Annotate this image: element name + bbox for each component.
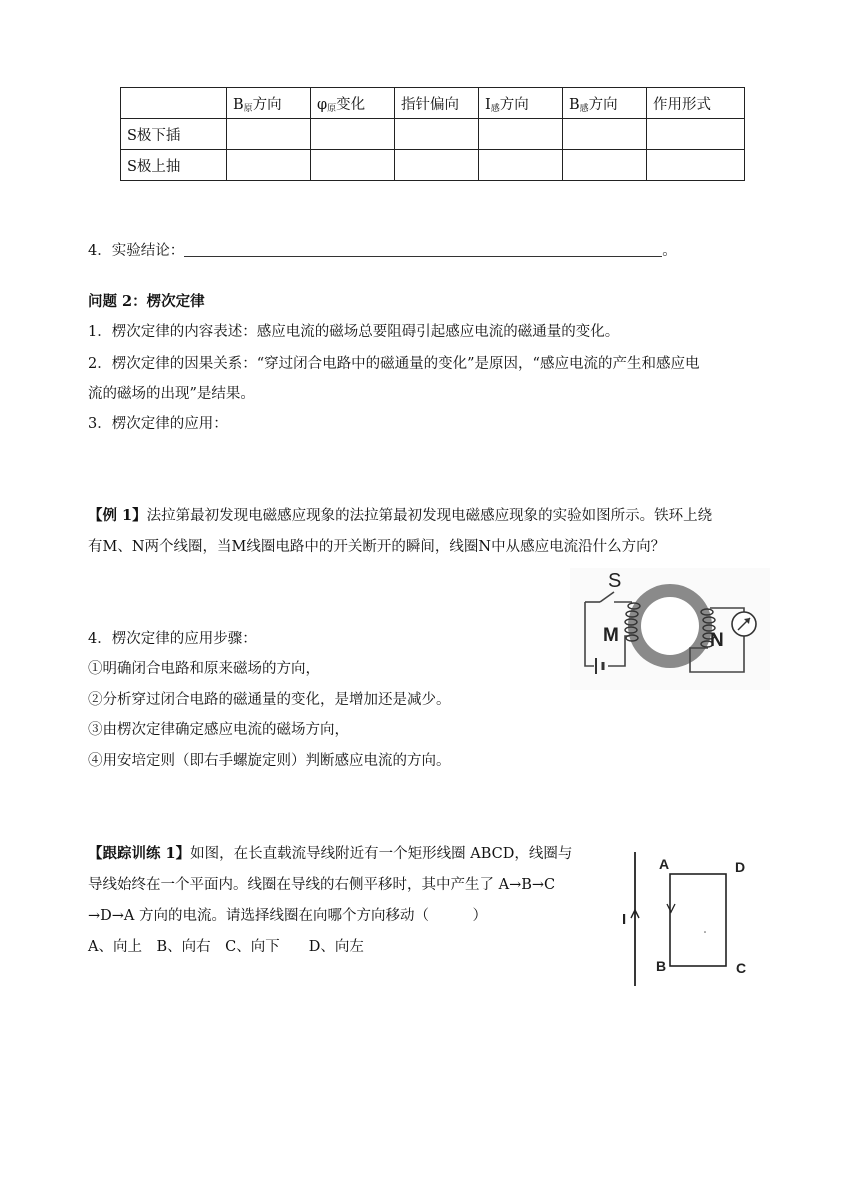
table-header-row: [121, 88, 745, 119]
paragraph: 1．楞次定律的内容表述：感应电流的磁场总要阻碍引起感应电流的磁通量的变化。: [88, 324, 620, 340]
step-item: ②分析穿过闭合电路的磁通量的变化，是增加还是减少。: [88, 692, 451, 708]
label-c: C: [736, 960, 747, 976]
row-label: S极下插: [121, 119, 227, 150]
header-main: 作用形式: [653, 96, 711, 113]
table-cell[interactable]: [563, 119, 647, 150]
header-suffix: 方向: [588, 96, 618, 113]
table-header-cell: [395, 88, 479, 119]
table-row: [121, 119, 745, 150]
header-main: I: [485, 96, 491, 113]
header-main: B: [569, 96, 580, 113]
table-cell[interactable]: [563, 150, 647, 181]
conclusion-blank[interactable]: [184, 242, 662, 257]
paragraph: 2．楞次定律的因果关系：“穿过闭合电路中的磁通量的变化”是原因，“感应电流的产生和感应电: [88, 356, 700, 372]
table-corner-cell: [121, 88, 227, 119]
faraday-ring-figure: [570, 568, 770, 690]
label-m: M: [603, 625, 619, 646]
iron-ring-hole: [641, 597, 699, 655]
step-item: ①明确闭合电路和原来磁场的方向，: [88, 661, 320, 677]
table-cell[interactable]: [311, 150, 395, 181]
conclusion-end: 。: [662, 243, 677, 259]
training-line: 导线始终在一个平面内。线圈在导线的右侧平移时，其中产生了 A→B→C: [88, 877, 556, 893]
header-suffix: 方向: [499, 96, 529, 113]
step-item: ③由楞次定律确定感应电流的磁场方向，: [88, 722, 349, 738]
training-tag: 【跟踪训练 1】: [88, 845, 191, 862]
paragraph: 3．楞次定律的应用：: [88, 416, 228, 432]
header-sub: 感: [490, 103, 500, 114]
label-a: A: [659, 856, 670, 872]
header-sub: 原: [327, 103, 337, 114]
table-header-cell: [647, 88, 745, 119]
header-main: 指针偏向: [401, 96, 459, 113]
step-item: ④用安培定则（即右手螺旋定则）判断感应电流的方向。: [88, 753, 451, 769]
table-header-cell: [563, 88, 647, 119]
observation-table: [120, 87, 745, 181]
rectangular-loop: [670, 874, 726, 966]
table-cell[interactable]: [395, 150, 479, 181]
header-sub: 感: [579, 103, 589, 114]
label-n: N: [710, 630, 724, 651]
label-b: B: [656, 958, 667, 974]
header-suffix: 变化: [336, 96, 366, 113]
center-dot: [704, 931, 706, 933]
table-cell[interactable]: [227, 150, 311, 181]
header-main: φ: [317, 96, 328, 113]
wire-loop-figure: [615, 848, 765, 990]
header-sub: 原: [243, 103, 253, 114]
table-cell[interactable]: [647, 150, 745, 181]
section-title: 问题 2：楞次定律: [88, 293, 205, 310]
table-header-cell: [311, 88, 395, 119]
table-cell[interactable]: [395, 119, 479, 150]
answer-options: A、向上 B、向右 C、向下 D、向左: [88, 939, 364, 955]
table-cell[interactable]: [311, 119, 395, 150]
table-cell[interactable]: [479, 150, 563, 181]
label-d: D: [735, 859, 746, 875]
table-header-cell: [227, 88, 311, 119]
header-main: B: [233, 96, 244, 113]
example-tag: 【例 1】: [88, 507, 147, 524]
training-line: [88, 842, 572, 863]
paragraph: 流的磁场的出现”是结果。: [88, 386, 255, 402]
training-text: 如图，在长直载流导线附近有一个矩形线圈 ABCD，线圈与: [190, 846, 573, 862]
table-row: [121, 150, 745, 181]
conclusion-line: [88, 239, 677, 260]
conclusion-label: 4．实验结论：: [88, 243, 185, 259]
table-header-cell: [479, 88, 563, 119]
steps-title: 4．楞次定律的应用步骤：: [88, 631, 257, 647]
label-s: S: [608, 570, 622, 592]
example-line: 有M、N两个线圈，当M线圈电路中的开关断开的瞬间，线圈N中从感应电流沿什么方向？: [88, 539, 666, 555]
example-text: 法拉第最初发现电磁感应现象的法拉第最初发现电磁感应现象的实验如图所示。铁环上绕: [146, 508, 713, 524]
header-suffix: 方向: [252, 96, 282, 113]
table-cell[interactable]: [647, 119, 745, 150]
table-cell[interactable]: [227, 119, 311, 150]
training-line: →D→A 方向的电流。请选择线圈在向哪个方向移动（ ）: [88, 908, 488, 924]
loop-arrow-icon: [667, 904, 675, 912]
table-cell[interactable]: [479, 119, 563, 150]
row-label: S极上抽: [121, 150, 227, 181]
example-line: [88, 504, 712, 525]
label-i: I: [622, 911, 627, 928]
